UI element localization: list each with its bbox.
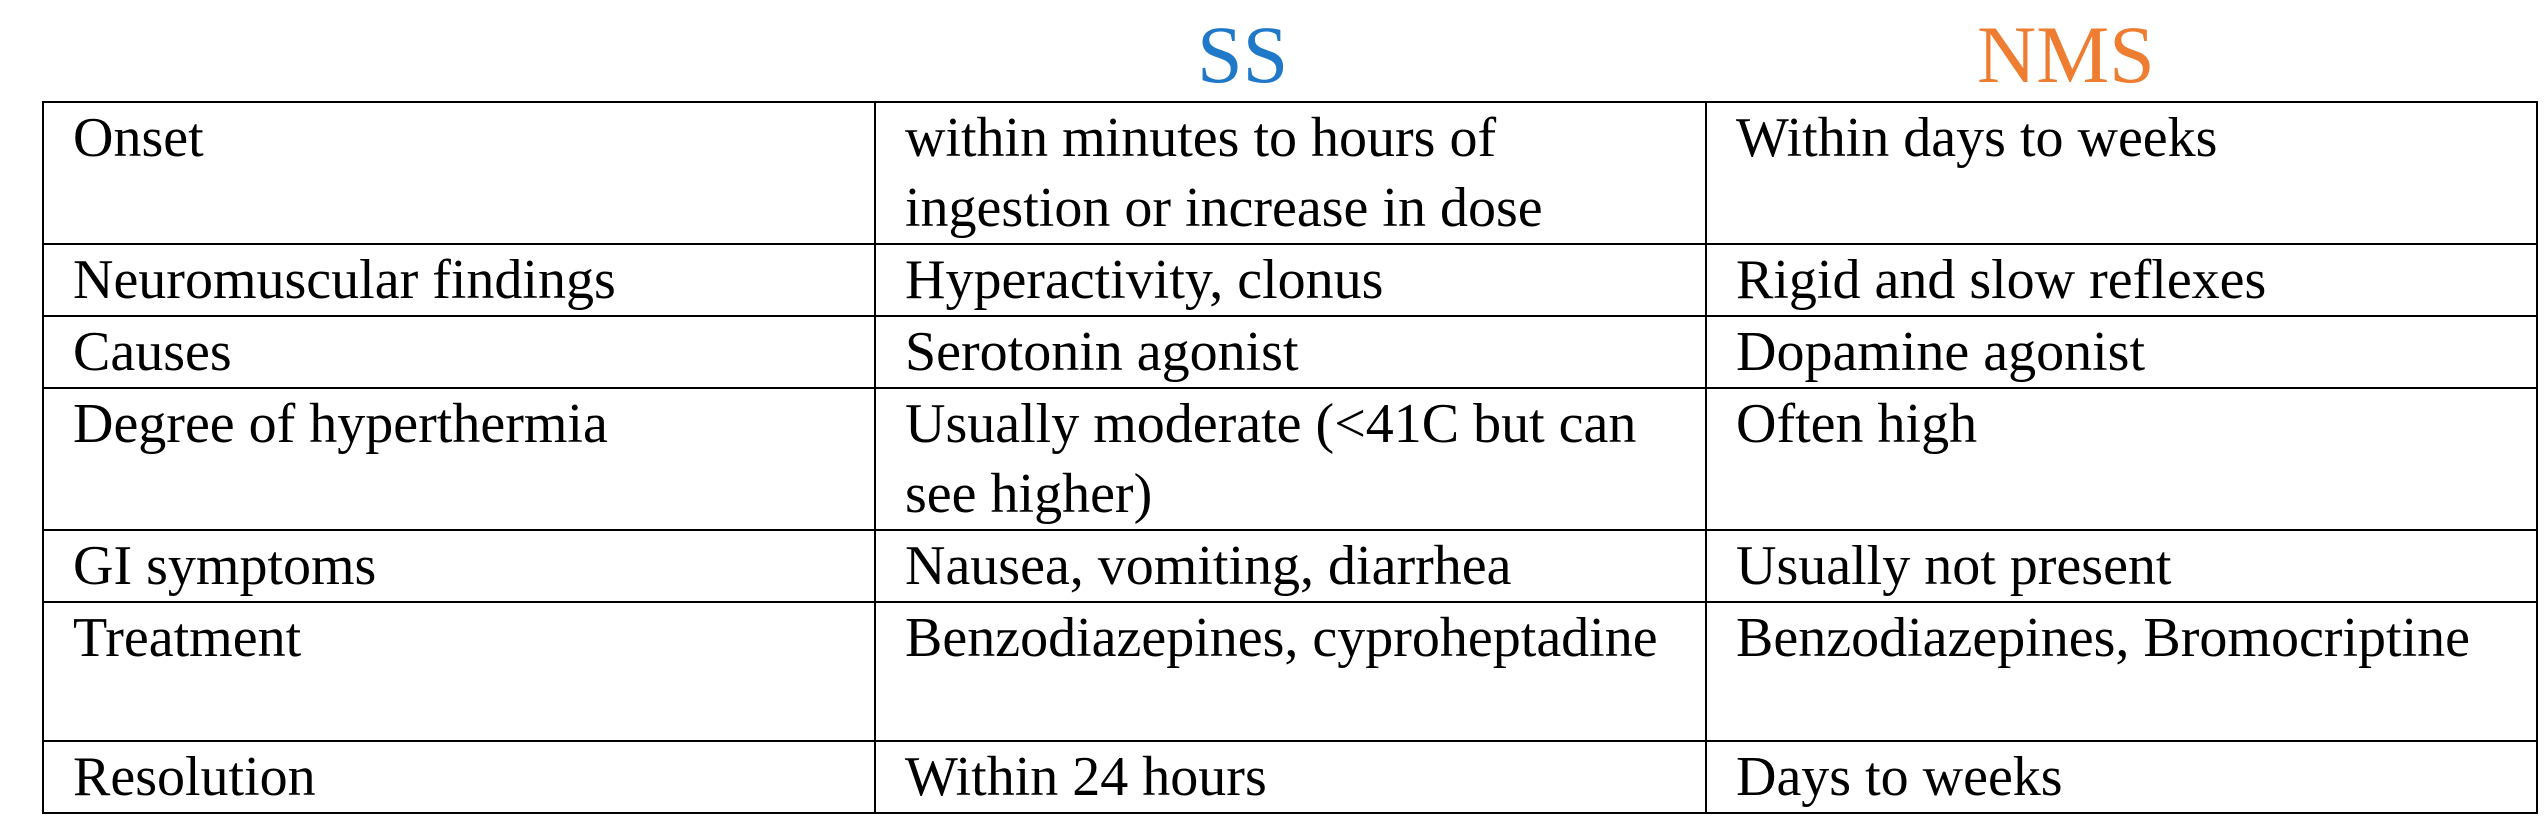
- feature-cell: Treatment: [43, 602, 875, 741]
- ss-cell: Usually moderate (<41C but can see higher): [875, 388, 1706, 530]
- comparison-table: [42, 101, 2538, 814]
- nms-cell: Days to weeks: [1706, 741, 2537, 813]
- table-row-neuromuscular: [43, 244, 2537, 316]
- table-row-resolution: [43, 741, 2537, 813]
- ss-cell: Nausea, vomiting, diarrhea: [875, 530, 1706, 602]
- nms-cell: Within days to weeks: [1706, 102, 2537, 244]
- nms-cell: Dopamine agonist: [1706, 316, 2537, 388]
- table-row-gi-symptoms: [43, 530, 2537, 602]
- nms-cell: Benzodiazepines, Bromocriptine: [1706, 602, 2537, 741]
- feature-cell: Resolution: [43, 741, 875, 813]
- feature-cell: Onset: [43, 102, 875, 244]
- nms-cell: Rigid and slow reflexes: [1706, 244, 2537, 316]
- feature-cell: Causes: [43, 316, 875, 388]
- feature-cell: Degree of hyperthermia: [43, 388, 875, 530]
- table-row-hyperthermia: [43, 388, 2537, 530]
- ss-cell: within minutes to hours of ingestion or increase in dose: [875, 102, 1706, 244]
- nms-cell: Often high: [1706, 388, 2537, 530]
- ss-cell: Hyperactivity, clonus: [875, 244, 1706, 316]
- table-row-onset: [43, 102, 2537, 244]
- feature-cell: GI symptoms: [43, 530, 875, 602]
- ss-column-heading: SS: [1197, 9, 1289, 100]
- ss-cell: Serotonin agonist: [875, 316, 1706, 388]
- ss-cell: Benzodiazepines, cyproheptadine: [875, 602, 1706, 741]
- nms-cell: Usually not present: [1706, 530, 2537, 602]
- feature-cell: Neuromuscular findings: [43, 244, 875, 316]
- table-row-causes: [43, 316, 2537, 388]
- table-row-treatment: [43, 602, 2537, 741]
- ss-cell: Within 24 hours: [875, 741, 1706, 813]
- nms-column-heading: NMS: [1977, 9, 2155, 100]
